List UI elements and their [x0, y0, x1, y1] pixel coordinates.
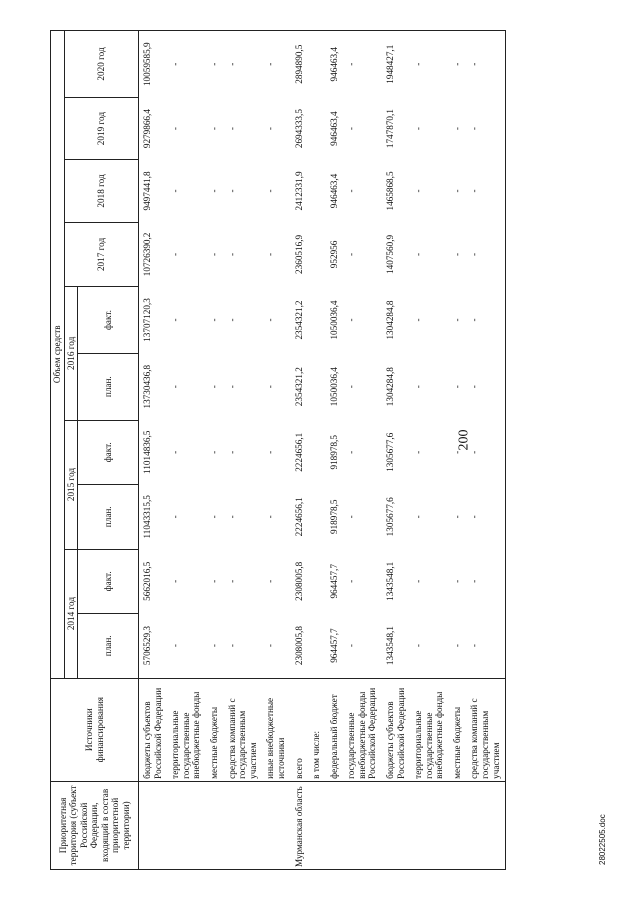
header-2015-plan: план.: [78, 485, 139, 550]
territory-cell: [449, 781, 467, 869]
value-cell: 1305677,6: [384, 432, 395, 472]
value-cell: -: [466, 353, 505, 420]
header-2015-fact: факт.: [78, 420, 139, 485]
territory-cell: [167, 781, 206, 869]
value-cell: 10726390,2: [142, 232, 153, 277]
value-cell: -: [265, 515, 276, 519]
table-row: [224, 31, 263, 870]
footer-document-code: 28022505.doc: [598, 814, 607, 865]
value-cell: 1465868,5: [384, 171, 395, 211]
header-volume: Объем средств: [51, 31, 65, 679]
value-cell: -: [413, 189, 424, 193]
value-cell: -: [466, 614, 505, 679]
table-row: [343, 31, 382, 870]
value-cell: 952956: [328, 240, 339, 269]
value-cell: 2412331,9: [293, 171, 304, 211]
value-cell: -: [209, 252, 220, 256]
value-cell: 964457,7: [328, 628, 339, 663]
value-cell: 1304284,8: [384, 367, 395, 407]
value-cell: -: [346, 385, 357, 389]
territory-cell: [262, 781, 290, 869]
value-cell: [308, 31, 326, 98]
header-territory: Приоритетная территория (субъект Российской Федерации, входящий в состав приоритетной территории): [51, 781, 139, 869]
value-cell: -: [466, 97, 505, 159]
value-cell: -: [226, 252, 237, 256]
source-cell: территориальные государственные внебюджетные фонды: [410, 678, 449, 781]
source-cell: средства компаний с государственным участием: [224, 678, 263, 781]
source-cell: федеральный бюджет: [326, 678, 344, 781]
value-cell: -: [226, 450, 237, 454]
source-cell: местные бюджеты: [449, 678, 467, 781]
value-cell: 1050036,4: [328, 300, 339, 340]
value-cell: -: [413, 644, 424, 648]
value-cell: -: [209, 644, 220, 648]
header-year-2016: 2016 год: [64, 287, 78, 420]
value-cell: -: [451, 189, 462, 193]
value-cell: -: [451, 450, 462, 454]
table-body: [139, 31, 506, 870]
value-cell: [308, 287, 326, 354]
source-cell: местные бюджеты: [206, 678, 224, 781]
value-cell: 2694333,5: [293, 109, 304, 149]
value-cell: 946463,4: [326, 31, 344, 98]
value-cell: -: [170, 189, 181, 193]
table-row: [139, 31, 168, 870]
value-cell: -: [226, 644, 237, 648]
value-cell: -: [265, 450, 276, 454]
value-cell: -: [265, 644, 276, 648]
value-cell: -: [209, 189, 220, 193]
value-cell: 13730436,8: [142, 364, 153, 409]
value-cell: -: [170, 385, 181, 389]
value-cell: -: [209, 515, 220, 519]
table-row: [382, 31, 410, 870]
rotated-table-container: [50, 30, 595, 870]
value-cell: 10059585,9: [139, 31, 168, 98]
table-row: [206, 31, 224, 870]
territory-cell: [326, 781, 344, 869]
value-cell: -: [206, 31, 224, 98]
value-cell: -: [413, 450, 424, 454]
value-cell: -: [410, 31, 449, 98]
value-cell: -: [466, 287, 505, 354]
value-cell: -: [226, 515, 237, 519]
value-cell: -: [346, 127, 357, 131]
value-cell: 2360516,9: [293, 234, 304, 274]
value-cell: -: [346, 579, 357, 583]
value-cell: 918978,5: [328, 499, 339, 535]
value-cell: 2894890,5: [291, 31, 309, 98]
value-cell: 1343548,1: [384, 626, 395, 666]
value-cell: 9497441,8: [142, 171, 153, 211]
value-cell: -: [209, 318, 220, 322]
source-cell: бюджеты субъектов Российской Федерации: [382, 678, 410, 781]
value-cell: -: [209, 579, 220, 583]
value-cell: -: [466, 420, 505, 485]
value-cell: 2224656,1: [293, 497, 304, 537]
table-row: [326, 31, 344, 870]
value-cell: -: [413, 252, 424, 256]
value-cell: 1407560,9: [384, 234, 395, 274]
header-year-2018: 2018 год: [64, 160, 139, 222]
table-row: [167, 31, 206, 870]
value-cell: -: [265, 579, 276, 583]
value-cell: -: [170, 579, 181, 583]
territory-cell: [343, 781, 382, 869]
table-row: [308, 31, 326, 870]
value-cell: 11043315,5: [142, 495, 153, 539]
header-year-2017: 2017 год: [64, 222, 139, 287]
value-cell: -: [346, 189, 357, 193]
value-cell: -: [343, 31, 382, 98]
value-cell: -: [170, 515, 181, 519]
value-cell: 1747870,1: [384, 109, 395, 149]
value-cell: -: [226, 189, 237, 193]
value-cell: -: [466, 160, 505, 222]
value-cell: -: [451, 127, 462, 131]
value-cell: 1305677,6: [384, 497, 395, 537]
header-year-2014: 2014 год: [64, 549, 78, 678]
value-cell: -: [413, 385, 424, 389]
value-cell: -: [346, 450, 357, 454]
value-cell: -: [265, 189, 276, 193]
value-cell: -: [466, 549, 505, 614]
value-cell: -: [265, 252, 276, 256]
value-cell: -: [170, 252, 181, 256]
source-cell: территориальные государственные внебюджетные фонды: [167, 678, 206, 781]
value-cell: 946463,4: [328, 173, 339, 209]
source-cell: в том числе:: [308, 678, 326, 781]
value-cell: 918978,5: [328, 435, 339, 470]
page-number: 200: [456, 429, 472, 451]
header-2016-fact: факт.: [78, 287, 139, 354]
table-row: [449, 31, 467, 870]
value-cell: 5706529,3: [142, 626, 153, 666]
value-cell: 964457,7: [328, 564, 339, 599]
value-cell: 2308005,8: [293, 626, 304, 666]
value-cell: -: [346, 644, 357, 648]
value-cell: 1304284,8: [384, 300, 395, 340]
value-cell: 2354321,2: [293, 300, 304, 340]
value-cell: 1343548,1: [384, 561, 395, 601]
value-cell: -: [346, 318, 357, 322]
value-cell: 1948427,1: [382, 31, 410, 98]
value-cell: -: [209, 385, 220, 389]
value-cell: 11014836,5: [142, 430, 153, 474]
value-cell: -: [170, 127, 181, 131]
table-row: [291, 31, 309, 870]
value-cell: -: [413, 318, 424, 322]
value-cell: -: [451, 385, 462, 389]
table-row: [262, 31, 290, 870]
header-year-2019: 2019 год: [64, 97, 139, 159]
value-cell: 2354321,2: [293, 367, 304, 407]
territory-cell: [224, 781, 263, 869]
value-cell: -: [226, 127, 237, 131]
value-cell: 13707120,3: [142, 298, 153, 342]
financing-table: [50, 30, 506, 870]
value-cell: -: [226, 579, 237, 583]
value-cell: [308, 353, 326, 420]
value-cell: -: [224, 31, 263, 98]
source-cell: всего: [291, 678, 309, 781]
territory-cell: [308, 781, 326, 869]
value-cell: -: [167, 31, 206, 98]
value-cell: -: [451, 644, 462, 648]
value-cell: -: [466, 222, 505, 287]
value-cell: -: [265, 385, 276, 389]
value-cell: -: [451, 318, 462, 322]
source-cell: средства компаний с государственным участием: [466, 678, 505, 781]
value-cell: 946463,4: [328, 111, 339, 146]
value-cell: -: [265, 127, 276, 131]
header-year-2015: 2015 год: [64, 420, 78, 549]
territory-cell: Мурманская область: [291, 781, 309, 869]
value-cell: [308, 222, 326, 287]
header-2014-plan: план.: [78, 614, 139, 679]
value-cell: -: [265, 318, 276, 322]
header-2016-plan: план.: [78, 353, 139, 420]
value-cell: -: [170, 450, 181, 454]
value-cell: -: [451, 579, 462, 583]
value-cell: -: [209, 450, 220, 454]
value-cell: -: [262, 31, 290, 98]
value-cell: [308, 485, 326, 550]
source-cell: иные внебюджетные источники: [262, 678, 290, 781]
value-cell: -: [449, 31, 467, 98]
table-row: [410, 31, 449, 870]
value-cell: -: [209, 127, 220, 131]
value-cell: 9279866,4: [142, 109, 153, 149]
table-row: [466, 31, 505, 870]
value-cell: -: [170, 318, 181, 322]
value-cell: [308, 549, 326, 614]
source-cell: бюджеты субъектов Российской Федерации: [139, 678, 168, 781]
value-cell: -: [170, 644, 181, 648]
value-cell: 1050036,4: [328, 367, 339, 407]
value-cell: 5662016,5: [142, 561, 153, 601]
value-cell: -: [466, 31, 505, 98]
territory-cell: [382, 781, 410, 869]
value-cell: -: [413, 579, 424, 583]
territory-cell: [410, 781, 449, 869]
value-cell: -: [466, 485, 505, 550]
value-cell: -: [413, 515, 424, 519]
value-cell: -: [226, 385, 237, 389]
value-cell: -: [451, 252, 462, 256]
value-cell: [308, 420, 326, 485]
value-cell: -: [413, 127, 424, 131]
header-year-2020: 2020 год: [64, 31, 139, 98]
value-cell: -: [346, 252, 357, 256]
territory-cell: [466, 781, 505, 869]
value-cell: [308, 160, 326, 222]
header-sources: Источники финансирования: [51, 678, 139, 781]
header-2014-fact: факт.: [78, 549, 139, 614]
source-cell: государственные внебюджетные фонды Российской Федерации: [343, 678, 382, 781]
value-cell: -: [226, 318, 237, 322]
value-cell: [308, 97, 326, 159]
territory-cell: [139, 781, 168, 869]
value-cell: -: [346, 515, 357, 519]
value-cell: 2224656,1: [293, 432, 304, 472]
value-cell: [308, 614, 326, 679]
value-cell: 2308005,8: [293, 561, 304, 601]
value-cell: -: [451, 515, 462, 519]
territory-cell: [206, 781, 224, 869]
